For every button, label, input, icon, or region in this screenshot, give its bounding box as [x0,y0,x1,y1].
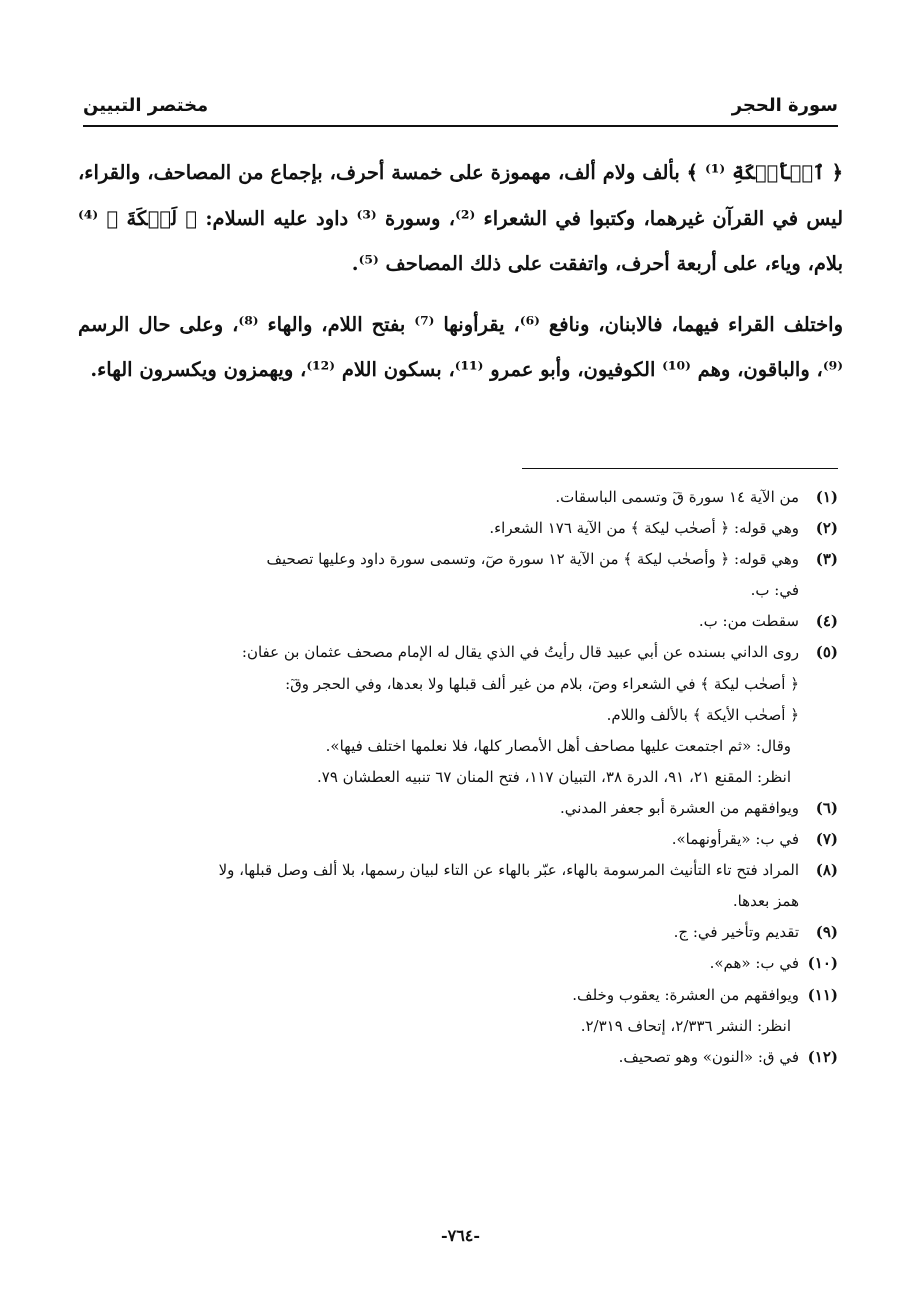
footnote-text: وهي قوله: ﴿ أصحٰب ليكة ﴾ من الآية ١٧٦ الشعراء. [489,519,799,538]
footnote-text: من الآية ١٤ سورة قٓ وتسمى الباسقات. [555,488,799,506]
footnote-number: (١٠) [807,954,838,973]
footnote-text: ويوافقهم من العشرة أبو جعفر المدني. [560,798,799,817]
page-number: -٧٦٤- [440,1226,481,1245]
footnote-number: (١١) [807,985,838,1004]
footnote-number: (١) [815,488,838,506]
footnote-number: (٣) [815,550,838,569]
footnote-3-continuation: في: ب. [750,581,799,600]
footnote-number: (١٢) [807,1047,838,1066]
footnote-text: ويوافقهم من العشرة: يعقوب وخلف. [572,985,799,1004]
footnote-2 [80,513,838,544]
footnote-text: تقديم وتأخير في: ج. [673,923,799,942]
footnote-5-remark: وقال: «ثم اجتمعت عليها مصاحف أهل الأمصار كلها، فلا نعلمها اختلف فيها». [325,736,791,755]
footnote-5-reference: انظر: المقنع ٢١، ٩١، الدرة ٣٨، التبيان ١١٧، فتح المنان ٦٧ تنبيه العطشان ٧٩. [317,767,791,786]
footnote-text: روى الداني بسنده عن أبي عبيد قال رأيتُ في الذي يقال له الإمام مصحف عثمان بن عفان: [241,643,799,662]
footnote-8 [80,855,838,886]
body-paragraph: واختلف القراء فيهما، فالابنان، ونافع ⁽⁶⁾، يقرأونها ⁽⁷⁾ بفتح اللام، والهاء ⁽⁸⁾، وعلى حال الرسم ⁽⁹⁾، والباقون، وهم ⁽¹⁰⁾ الكوفيون، وأبو عمرو ⁽¹¹⁾، بسكون اللام ⁽¹²⁾، ويهمزون ويكسرون الهاء. [78,312,843,381]
footnote-number: (٩) [815,923,838,942]
footnote-5-quote-line: ﴿ أصحٰب الأيكة ﴾ بالألف واللام. [606,705,799,724]
running-header [83,90,838,120]
footnote-number: (٧) [815,830,838,849]
header-rule [83,125,838,127]
footnote-number: (٨) [815,861,838,880]
footnote-11-reference: انظر: النشر ٢/٣٣٦، إتحاف ٢/٣١٩. [580,1016,791,1035]
footnote-1 [80,482,838,513]
footnote-5 [80,637,838,668]
footnote-7 [80,824,838,855]
footnote-10 [80,948,838,979]
main-text [78,150,843,393]
footnote-8-continuation: همز بعدها. [732,892,799,911]
footnote-9 [80,917,838,948]
footnote-text: المراد فتح تاء التأنيث المرسومة بالهاء، عبّر بالهاء عن التاء لبيان رسمها، بلا ألف وصل قبلها، ولا [218,861,799,880]
footnote-text: في ب: «هم». [709,954,799,973]
footnote-number: (٢) [815,519,838,538]
footnote-text: في ق: «النون» وهو تصحيف. [618,1047,799,1066]
footnote-separator [522,468,838,469]
footnote-12 [80,1042,838,1073]
footnote-number: (٥) [815,643,838,662]
footnote-number: (٦) [815,798,838,817]
footnote-6 [80,793,838,824]
footnote-number: (٤) [815,612,838,631]
footnotes [80,482,838,1073]
footnote-text: في ب: «يقرأونهما». [671,830,799,849]
footnote-text: سقطت من: ب. [698,612,799,631]
surah-title: سورة الحجر [731,94,838,116]
footnote-5-quote-line: ﴿ أصحٰب ليكة ﴾ في الشعراء وصٓ، بلام من غير ألف قبلها ولا بعدها، وفي الحجر وقٓ: [285,674,799,693]
body-paragraph: ﴿ ٱلۡأَيۡكَةِ ⁽¹⁾ ﴾ بألف ولام ألف، مهموزة على خمسة أحرف، بإجماع من المصاحف، والقراء، ليس في القرآن غيرهما، وكتبوا في الشعراء ⁽²⁾، وسورة ⁽³⁾ داود عليه السلام: ﴿ لَيۡكَةَ ﴾ ⁽⁴⁾ بلام، وياء، على أربعة أحرف، واتفقت على ذلك المصاحف ⁽⁵⁾. [78,161,844,275]
footnote-4 [80,606,838,637]
book-title: مختصر التبيين [83,94,209,116]
footnote-11 [80,980,838,1011]
footnote-3 [80,544,838,575]
footnote-text: وهي قوله: ﴿ وأصحٰب ليكة ﴾ من الآية ١٢ سورة صٓ، وتسمى سورة داود وعليها تصحيف [266,550,799,569]
